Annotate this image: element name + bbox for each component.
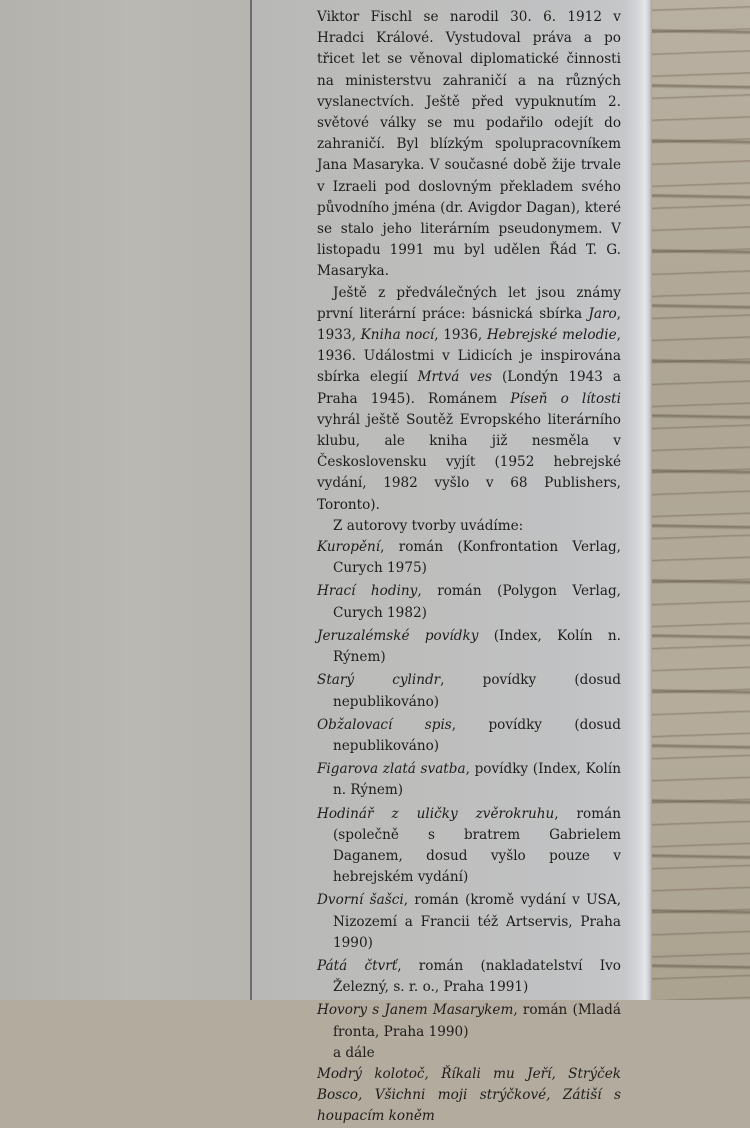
work-item	[317, 890, 621, 954]
text-run: , 1936. Událostmi v Lidicích je inspirována sbírka elegií	[317, 327, 621, 386]
work-title: Obžalovací spis	[317, 716, 452, 733]
work-item	[317, 537, 621, 579]
left-page-blank	[0, 0, 251, 1000]
work-item	[317, 804, 621, 889]
work-title: Kuropění	[317, 539, 381, 556]
work-title: Starý cylindr	[317, 672, 441, 689]
text-run: Ještě z předválečných let jsou známy první literární práce: básnická sbírka	[317, 284, 621, 322]
work-title: Hovory s Janem Masarykem	[317, 1002, 514, 1019]
wooden-table-background	[652, 0, 750, 1000]
work-title: Dvorní šašci	[317, 892, 404, 909]
text-run: (Londýn 1943 a Praha 1945). Románem	[317, 369, 621, 407]
works-list	[317, 537, 621, 1043]
work-title-jaro: Jaro	[588, 305, 617, 322]
bio-paragraph-1: Viktor Fischl se narodil 30. 6. 1912 v Hradci Králové. Vystudoval práva a po třicet let se věnoval diplomatické činnosti na ministerstvu zahraničí a na různých vyslanectvích. Ještě před vypuknutím 2. světové války se mu podařilo odejít do zahraničí. Byl blízkým spolupracovníkem Jana Masaryka. V současné době žije trvale v Izraeli pod doslovným překladem svého původního jména (dr. Avigdor Dagan), které se stalo jeho literárním pseudonymem. V listopadu 1991 mu byl udělen Řád T. G. Masaryka.	[317, 9, 621, 280]
work-title-hebrejske-melodie: Hebrejské melodie	[486, 327, 617, 344]
work-title-pisen-o-litosti: Píseň o lítosti	[510, 390, 621, 407]
work-detail: , román (Konfrontation Verlag, Curych 1975)	[333, 539, 621, 577]
text-run: , 1933,	[317, 305, 621, 344]
work-detail: (Index, Kolín n. Rýnem)	[333, 627, 621, 666]
work-title: Jeruzalémské povídky	[317, 627, 479, 644]
work-detail: , román (nakladatelství Ivo Železný, s. r. o., Praha 1991)	[333, 957, 621, 996]
and-more-label: a dále	[333, 1044, 375, 1061]
author-biography	[317, 7, 621, 1128]
work-title: Hodinář z uličky zvěrokruhu	[317, 805, 555, 822]
work-detail: , román (Mladá fronta, Praha 1990)	[333, 1002, 621, 1040]
work-detail: , povídky (dosud nepublikováno)	[333, 716, 621, 754]
further-titles: Modrý kolotoč, Říkali mu Jeří, Strýček Bosco, Všichni moji strýčkové, Zátiší s houpacím koněm	[317, 1065, 621, 1125]
work-detail: , román (Polygon Verlag, Curych 1982)	[333, 583, 621, 621]
work-item	[317, 759, 621, 801]
work-title: Figarova zlatá svatba	[317, 761, 466, 778]
works-heading: Z autorovy tvorby uvádíme:	[333, 517, 524, 534]
work-detail: , povídky (Index, Kolín n. Rýnem)	[333, 761, 622, 799]
work-item	[317, 581, 621, 623]
work-detail: , román (kromě vydání v USA, Nizozemí a Francii též Artservis, Praha 1990)	[333, 892, 622, 951]
work-title: Hrací hodiny	[317, 583, 418, 600]
work-detail: , povídky (dosud nepublikováno)	[333, 672, 621, 710]
work-title: Pátá čtvrť	[317, 957, 398, 974]
work-item	[317, 626, 621, 668]
work-title-kniha-noci: Kniha nocí	[360, 327, 435, 344]
bio-paragraph-2	[317, 283, 621, 516]
work-item	[317, 670, 621, 712]
work-detail: , román (společně s bratrem Gabrielem Daganem, dosud vyšlo pouze v hebrejském vydání)	[333, 805, 621, 886]
text-run: , 1936,	[434, 327, 487, 344]
work-item	[317, 715, 621, 757]
dust-jacket-edge	[625, 0, 652, 1000]
text-run: vyhrál ještě Soutěž Evropského literárního klubu, ale kniha již nesměla v Československu vyjít (1952 hebrejské vydání, 1982 vyšlo v 68 Publishers, Toronto).	[317, 411, 621, 513]
work-title-mrtva-ves: Mrtvá ves	[417, 369, 492, 386]
work-item	[317, 1000, 621, 1042]
work-item	[317, 956, 621, 998]
